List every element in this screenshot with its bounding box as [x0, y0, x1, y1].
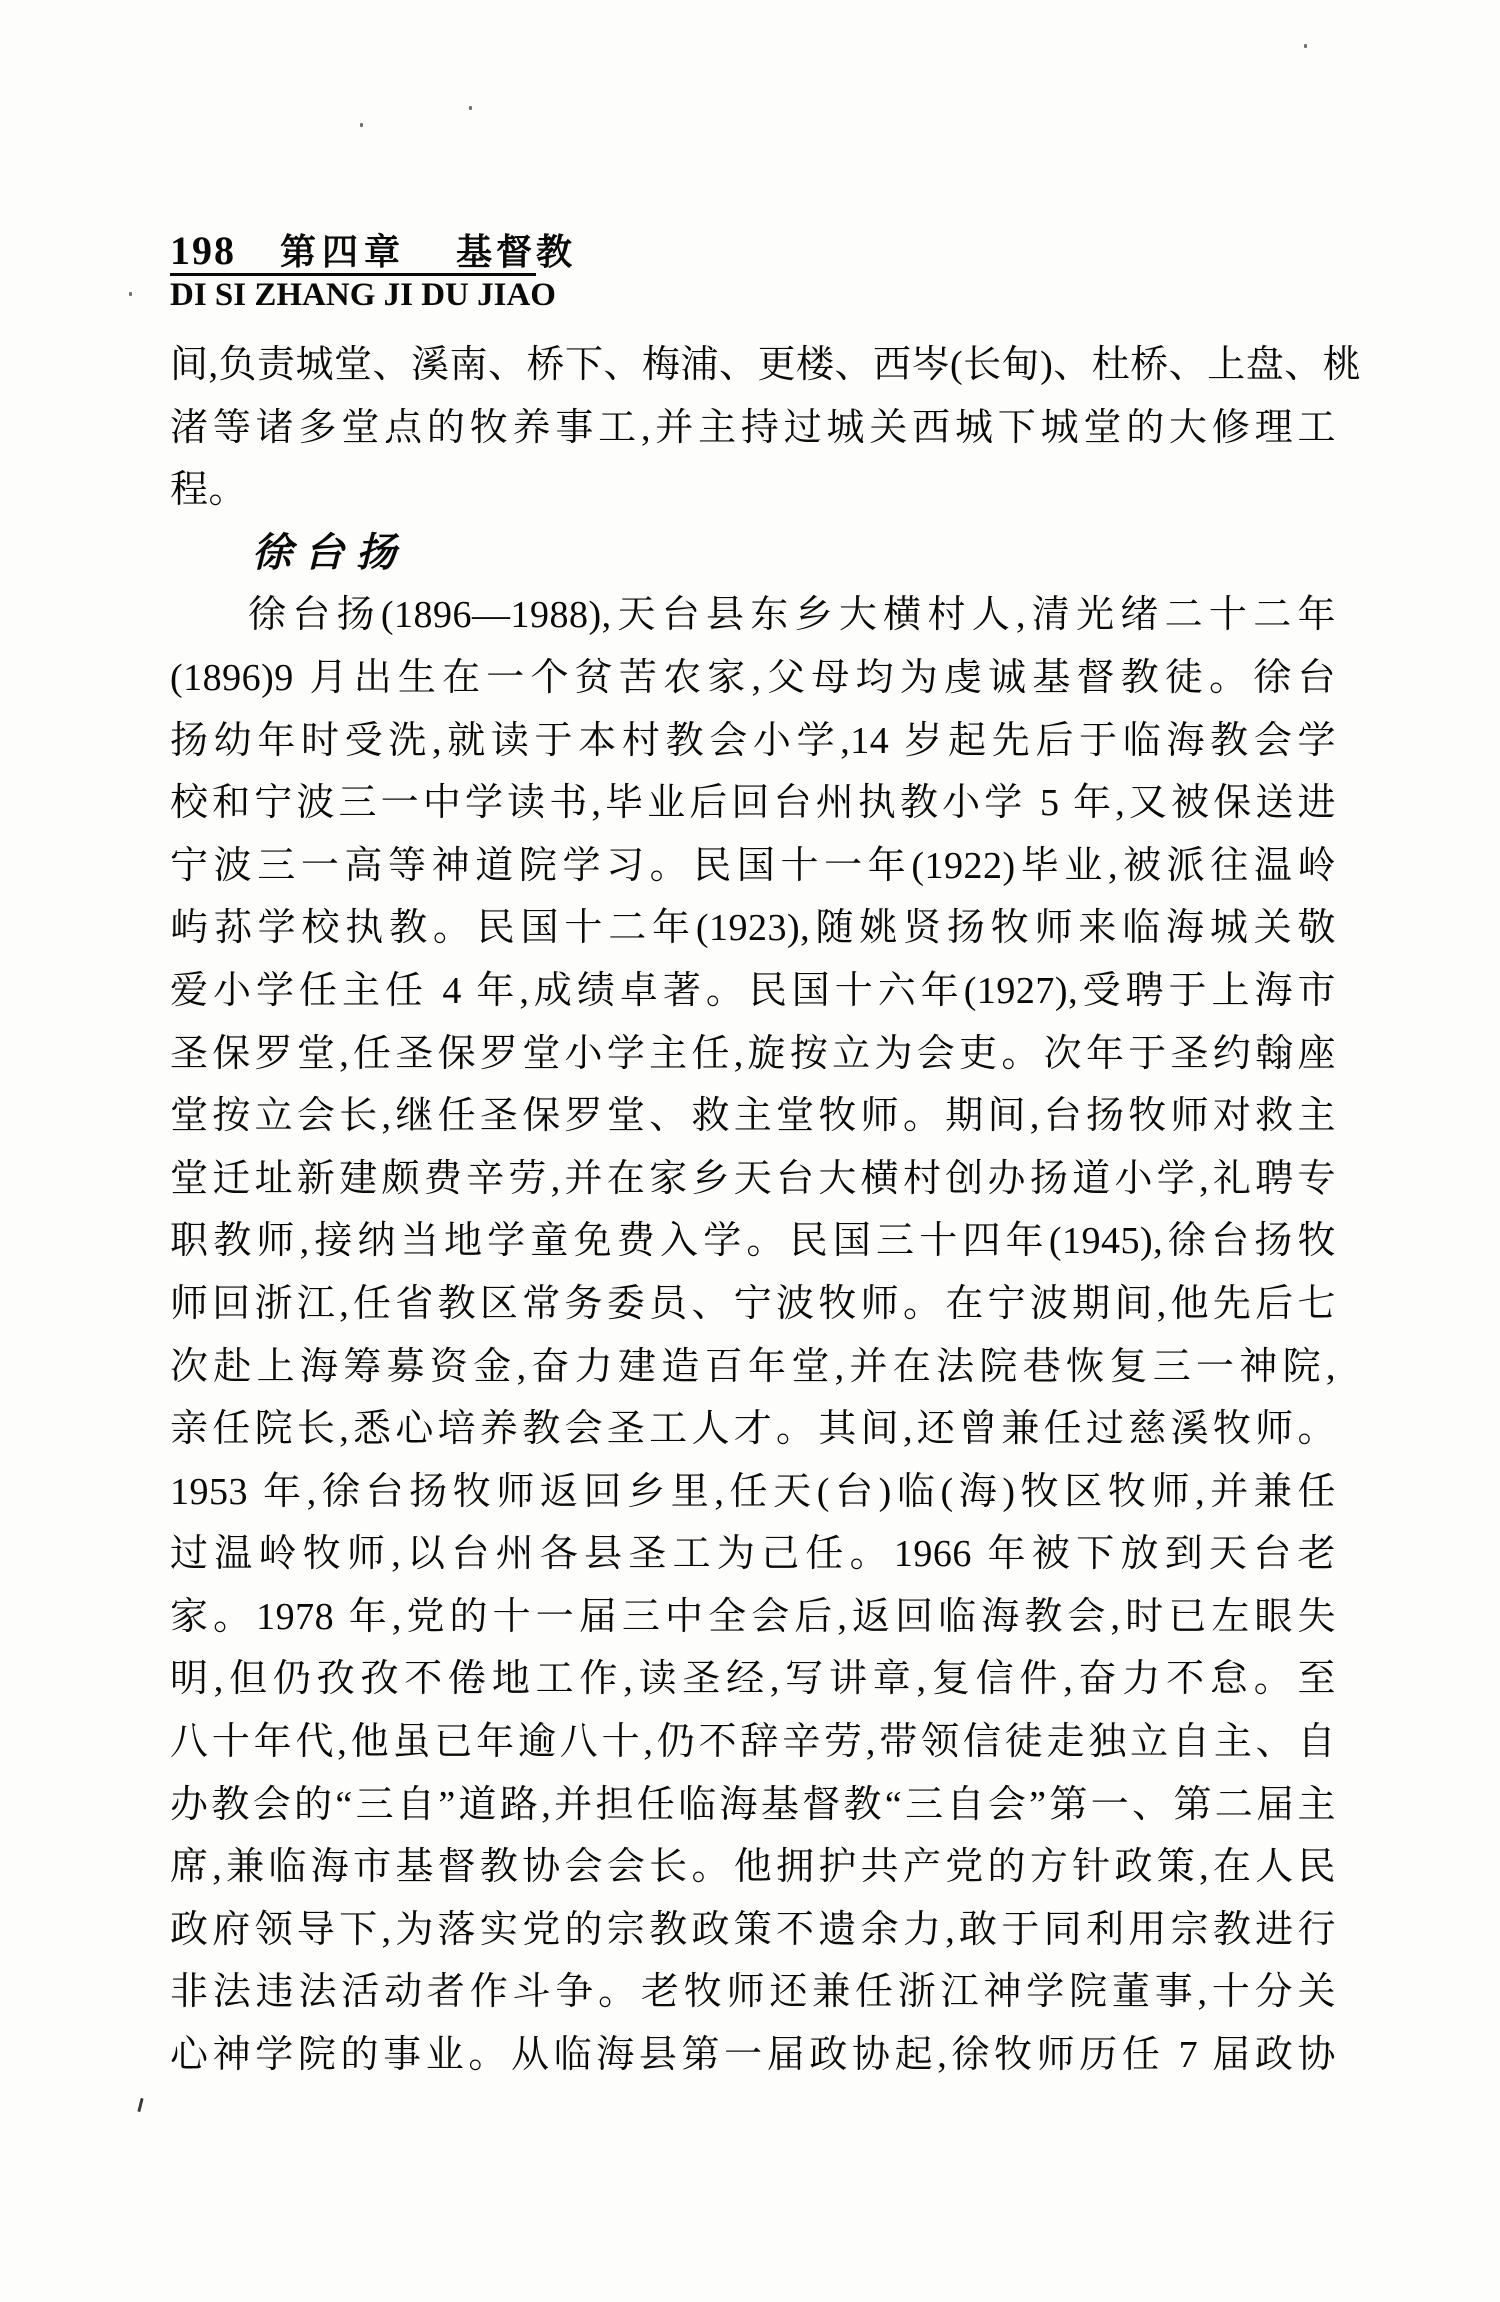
text-line-7: 扬幼年时受洗,就读于本村教会小学,14 岁起先后于临海教会学: [170, 719, 1336, 762]
text-line-9: 宁波三一高等神道院学习。民国十一年(1922)毕业,被派往温岭: [170, 844, 1336, 887]
text-line-27: 非法违法活动者作斗争。老牧师还兼任浙江神学院董事,十分关: [170, 1971, 1336, 2014]
text-line-15: 职教师,接纳当地学童免费入学。民国三十四年(1945),徐台扬牧: [170, 1220, 1336, 1263]
chapter-title: 基督教: [456, 232, 577, 272]
text-line-25: 席,兼临海市基督教协会会长。他拥护共产党的方针政策,在人民: [170, 1846, 1336, 1889]
text-line-16: 师回浙江,任省教区常务委员、宁波牧师。在宁波期间,他先后七: [170, 1282, 1336, 1325]
text-line-20: 过温岭牧师,以台州各县圣工为己任。1966 年被下放到天台老: [170, 1533, 1336, 1576]
running-header-title-row: [170, 228, 577, 276]
text-line-13: 堂按立会长,继任圣保罗堂、救主堂牧师。期间,台扬牧师对救主: [170, 1095, 1336, 1138]
chapter-label: 第四章: [280, 232, 407, 272]
scan-stroke-mark: [137, 2098, 143, 2112]
running-header: [170, 228, 577, 313]
text-line-14: 堂迁址新建颇费辛劳,并在家乡天台大横村创办扬道小学,礼聘专: [170, 1157, 1336, 1200]
scan-speck: [129, 292, 132, 296]
text-line-28: 心神学院的事业。从临海县第一届政协起,徐牧师历任 7 届政协: [170, 2034, 1336, 2077]
text-line-23: 八十年代,他虽已年逾八十,仍不辞辛劳,带领信徒走独立自主、自: [170, 1721, 1336, 1764]
text-line-17: 次赴上海筹募资金,奋力建造百年堂,并在法院巷恢复三一神院,: [170, 1345, 1336, 1388]
text-line-6: (1896)9 月出生在一个贫苦农家,父母均为虔诚基督教徒。徐台: [170, 656, 1336, 699]
text-line-21: 家。1978 年,党的十一届三中全会后,返回临海教会,时已左眼失: [170, 1595, 1336, 1638]
text-line-26: 政府领导下,为落实党的宗教政策不遗余力,敢于同利用宗教进行: [170, 1908, 1336, 1951]
text-line-3: 程。: [170, 469, 248, 512]
text-line-11: 爱小学任主任 4 年,成绩卓著。民国十六年(1927),受聘于上海市: [170, 969, 1336, 1012]
text-line-8: 校和宁波三一中学读书,毕业后回台州执教小学 5 年,又被保送进: [170, 782, 1336, 825]
scan-speck: [1304, 44, 1307, 48]
text-line-5: 徐台扬(1896—1988),天台县东乡大横村人,清光绪二十二年: [248, 594, 1336, 637]
text-line-1: 间,负责城堂、溪南、桥下、梅浦、更楼、西岑(长甸)、杜桥、上盘、桃: [170, 344, 1362, 386]
body-text: [170, 334, 1362, 2087]
text-line-22: 明,但仍孜孜不倦地工作,读圣经,写讲章,复信件,奋力不怠。至: [170, 1658, 1336, 1701]
text-line-10: 屿荪学校执教。民国十二年(1923),随姚贤扬牧师来临海城关敬: [170, 907, 1336, 950]
text-line-2: 渚等诸多堂点的牧养事工,并主持过城关西城下城堂的大修理工: [170, 406, 1336, 449]
chapter-pinyin: DI SI ZHANG JI DU JIAO: [170, 277, 556, 313]
scan-speck: [469, 106, 472, 110]
text-line-4: 徐台扬: [252, 529, 408, 575]
text-line-12: 圣保罗堂,任圣保罗堂小学主任,旋按立为会吏。次年于圣约翰座: [170, 1032, 1336, 1075]
text-line-24: 办教会的“三自”道路,并担任临海基督教“三自会”第一、第二届主: [170, 1783, 1336, 1826]
text-line-19: 1953 年,徐台扬牧师返回乡里,任天(台)临(海)牧区牧师,并兼任: [170, 1470, 1336, 1513]
page-number: 198: [170, 228, 236, 273]
text-line-18: 亲任院长,悉心培养教会圣工人才。其间,还曾兼任过慈溪牧师。: [170, 1408, 1336, 1451]
scan-speck: [360, 123, 363, 127]
